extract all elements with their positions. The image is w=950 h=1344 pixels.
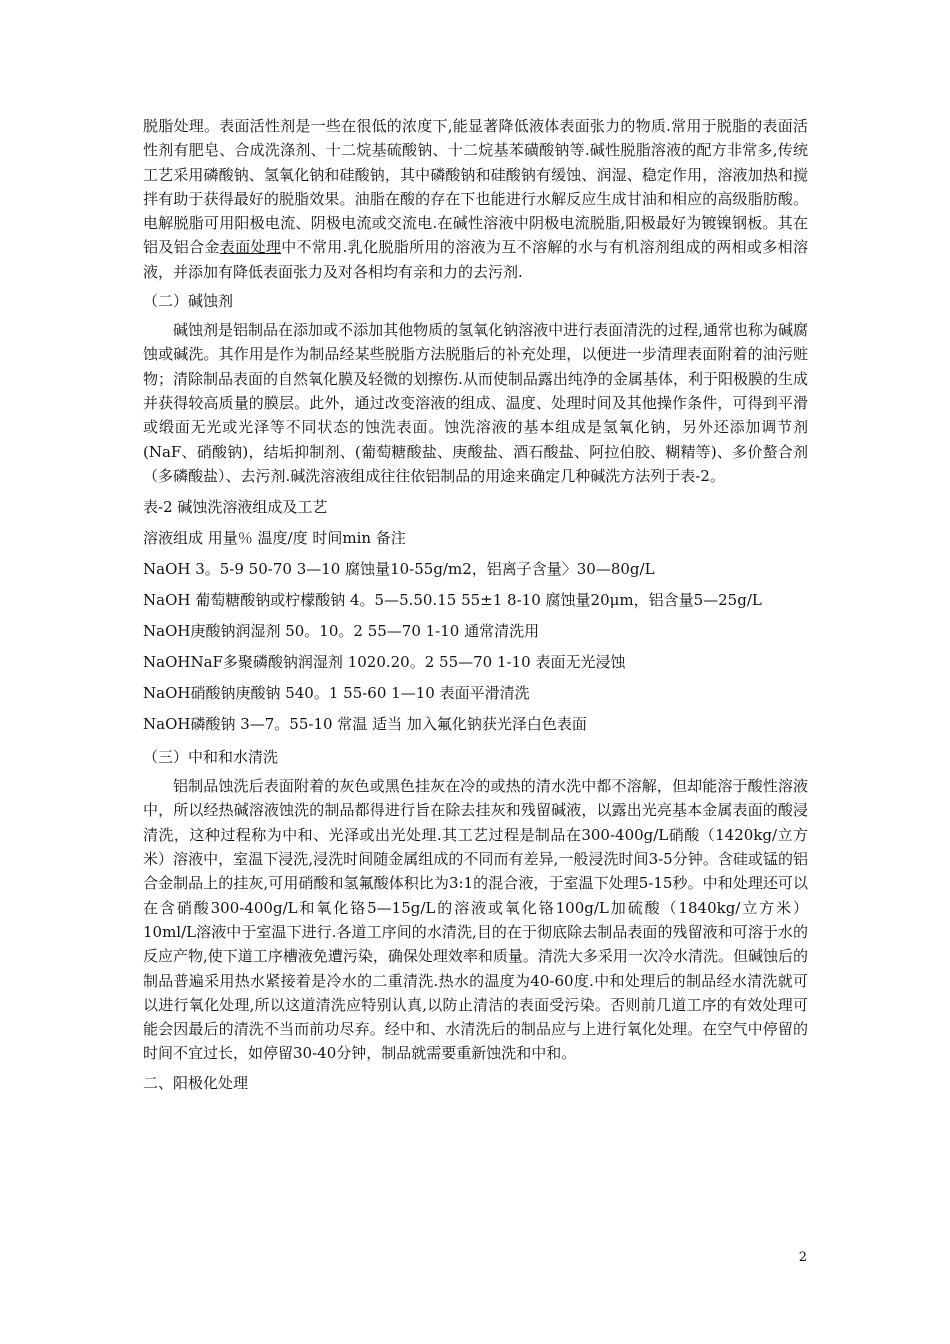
paragraph-neutralization: 铝制品蚀洗后表面附着的灰色或黑色挂灰在冷的或热的清水洗中都不溶解，但却能溶于酸性溶液中，所以经热碱溶液蚀洗的制品都得进行旨在除去挂灰和残留碱液，以露出光亮基本金属表面的酸浸清洗，这种过程称为中和、光泽或出光处理.其工艺过程是制品在300-400g/L硝酸（1420kg/立方米）溶液中，室温下浸洗,浸洗时间随金属组成的不同而有差异,一般浸洗时间3-5分钟。含硅或锰的铝合金制品上的挂灰,可用硝酸和氢氟酸体积比为3:1的混合液，于室温下处理5-15秒。中和处理还可以在含硝酸300-400g/L和氧化铬5—15g/L的溶液或氧化铬100g/L加硫酸（1840kg/立方米）10ml/L溶液中于室温下进行.各道工序间的水清洗,目的在于彻底除去制品表面的残留液和可溶于水的反应产物,使下道工序槽液免遭污染，确保处理效率和质量。清洗大多采用一次冷水清洗。但碱蚀后的制品普遍采用热水紧接着是冷水的二重清洗.热水的温度为40-60度.中和处理后的制品经水清洗就可以进行氧化处理,所以这道清洗应特别认真,以防止清洁的表面受污染。否则前几道工序的有效处理可能会因最后的清洗不当而前功尽弃。经中和、水清洗后的制品应与上进行氧化处理。在空气中停留的时间不宜过长，如停留30-40分钟，制品就需要重新蚀洗和中和。 xyxy=(143,777,808,1063)
table-row: NaOH庚酸钠润湿剂 50。10。2 55—70 1-10 通常清洗用 xyxy=(143,622,540,641)
table-row: NaOH 葡萄糖酸钠或柠檬酸钠 4。5—5.50.15 55±1 8-10 腐蚀量20μm，铝含量5—25g/L xyxy=(143,591,762,610)
table-row: NaOH硝酸钠庚酸钠 540。1 55-60 1—10 表面平滑清洗 xyxy=(143,684,530,703)
paragraph-degreasing-text-a: 脱脂处理。表面活性剂是一些在很低的浓度下,能显著降低液体表面张力的物质.常用于脱脂的表面活性剂有肥皂、合成洗涤剂、十二烷基硫酸钠、十二烷基苯磺酸钠等.碱性脱脂溶液的配方非常多,传统工艺采用磷酸钠、氢氧化钠和硅酸钠，其中磷酸钠和硅酸钠有缓蚀、润湿、稳定作用，溶液加热和搅拌有助于获得最好的脱脂效果。油脂在酸的存在下也能进行水解反应生成甘油和相应的高级脂肪酸。电解脱脂可用阳极电流、阴极电流或交流电.在碱性溶液中阴极电流脱脂,阳极最好为镀镍钢板。其在铝及铝合金 xyxy=(143,117,808,257)
table-row: NaOH 3。5-9 50-70 3—10 腐蚀量10-55g/m2，铝离子含量〉30—80g/L xyxy=(143,560,655,579)
table-header: 溶液组成 用量％ 温度/度 时间min 备注 xyxy=(143,529,406,548)
surface-treatment-link[interactable]: 表面处理 xyxy=(219,238,282,257)
table-row: NaOH磷酸钠 3—7。55-10 常温 适当 加入氟化钠获光泽白色表面 xyxy=(143,715,587,734)
section-heading-anodizing: 二、阳极化处理 xyxy=(143,1073,249,1092)
section-heading-alkali-etchant: （二）碱蚀剂 xyxy=(143,292,234,311)
etching-table xyxy=(143,492,808,740)
paragraph-degreasing xyxy=(143,114,808,284)
section-heading-neutralization: （三）中和和水清洗 xyxy=(143,748,279,767)
paragraph-alkali-etching: 碱蚀剂是铝制品在添加或不添加其他物质的氢氧化钠溶液中进行表面清洗的过程,通常也称为碱腐蚀或碱洗。其作用是作为制品经某些脱脂方法脱脂后的补充处理，以便进一步清理表面附着的油污赃物；清除制品表面的自然氧化膜及轻微的划擦伤.从而使制品露出纯净的金属基体，利于阳极膜的生成并获得较高质量的膜层。此外，通过改变溶液的组成、温度、处理时间及其他操作条件，可得到平滑或缎面无光或光泽等不同状态的蚀洗表面。蚀洗溶液的基本组成是氢氧化钠，另外还添加调节剂(NaF、硝酸钠)，结垢抑制剂、(葡萄糖酸盐、庚酸盐、酒石酸盐、阿拉伯胶、糊精等)、多价螯合剂（多磷酸盐）、去污剂.碱洗溶液组成往往依铝制品的用途来确定几种碱洗方法列于表-2。 xyxy=(143,321,808,485)
table-row: NaOHNaF多聚磷酸钠润湿剂 1020.20。2 55—70 1-10 表面无光浸蚀 xyxy=(143,653,626,672)
page-number: 2 xyxy=(798,1250,807,1265)
paragraph-degreasing-text-b: 中不常用.乳化脱脂所用的溶液为互不溶解的水与有机溶剂组成的两相或多相溶液，并添加有降低表面张力及对各相均有亲和力的去污剂. xyxy=(143,238,808,281)
table-caption: 表-2 碱蚀洗溶液组成及工艺 xyxy=(143,498,328,517)
document-page xyxy=(143,114,808,1100)
